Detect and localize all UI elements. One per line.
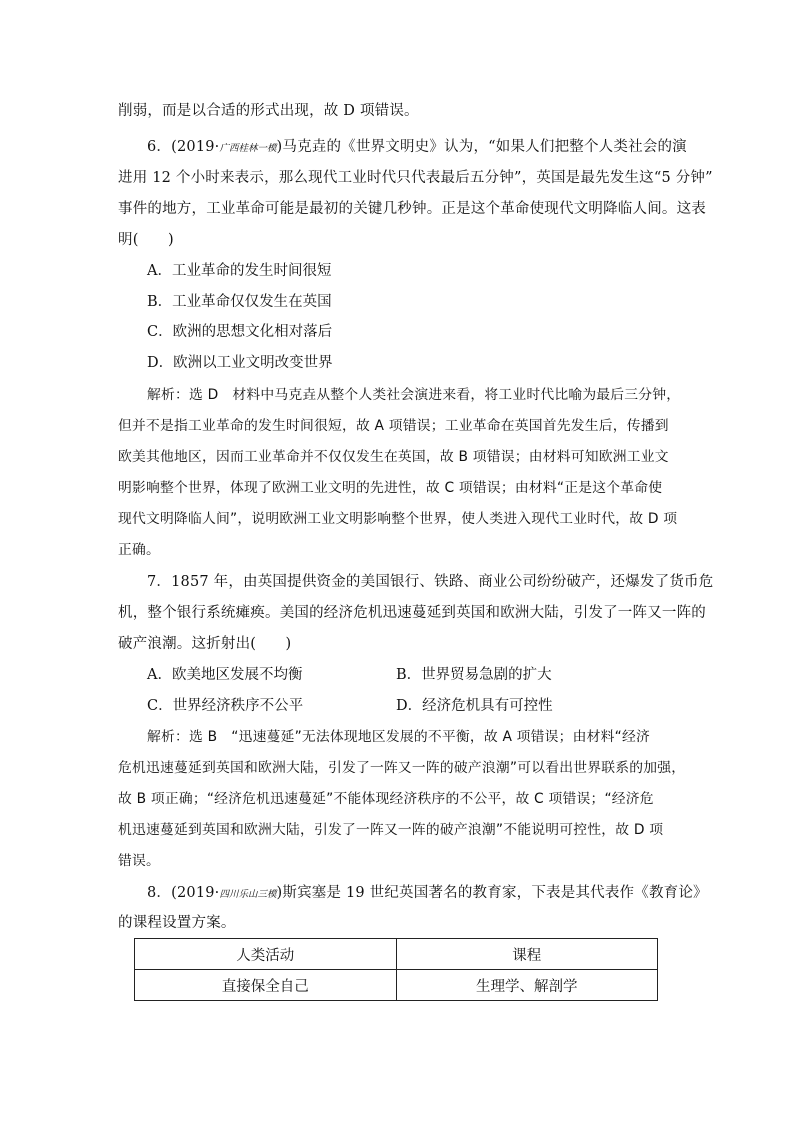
explanation-6-line-1: 解析：选 D 材料中马克垚从整个人类社会演进来看，将工业时代比喻为最后三分钟，	[147, 387, 681, 403]
question-6-option-c: C．欧洲的思想文化相对落后	[147, 324, 333, 340]
question-7-option-c: C．世界经济秩序不公平	[147, 698, 304, 714]
explanation-6-line-6: 正确。	[118, 542, 160, 558]
explanation-7-line-4: 机迅速蔓延到英国和欧洲大陆，引发了一阵又一阵的破产浪潮”不能说明可控性，故 D 项	[118, 822, 664, 838]
question-6-line-4: 明( )	[118, 232, 174, 248]
question-8-source: 四川乐山三模	[219, 889, 277, 900]
question-7-line-1: 7．1857 年，由英国提供资金的美国银行、铁路、商业公司纷纷破产，还爆发了货币危	[147, 574, 714, 590]
question-6-line-3: 事件的地方，工业革命可能是最初的关键几秒钟。正是这个革命使现代文明降临人间。这表	[118, 201, 706, 217]
question-7-option-a: A．欧美地区发展不均衡	[147, 667, 303, 683]
question-7-option-b: B．世界贸易急剧的扩大	[396, 667, 552, 683]
table-cell: 直接保全自己	[135, 970, 397, 1001]
explanation-7-line-5: 错误。	[118, 853, 160, 869]
question-6-stem: )马克垚的《世界文明史》认为，“如果人们把整个人类社会的演	[276, 139, 687, 155]
question-6-source: 广西桂林一模	[219, 143, 277, 154]
question-6-option-d: D．欧洲以工业文明改变世界	[147, 355, 333, 371]
question-8-line-1	[147, 883, 708, 905]
question-8-number: 8．(2019·	[147, 885, 220, 901]
table-header-row	[135, 939, 658, 970]
table-header-cell: 课程	[396, 939, 658, 970]
question-6-line-2: 进用 12 个小时来表示，那么现代工业时代只代表最后五分钟”，英国是最先发生这“5 分钟”	[118, 170, 713, 186]
explanation-7-line-1: 解析：选 B “迅速蔓延”无法体现地区发展的不平衡，故 A 项错误；由材料“经济	[147, 729, 651, 745]
text-line: 削弱，而是以合适的形式出现，故 D 项错误。	[118, 103, 419, 119]
explanation-6-line-4: 明影响整个世界，体现了欧洲工业文明的先进性，故 C 项错误；由材料“正是这个革命使	[118, 480, 663, 496]
question-8-stem: )斯宾塞是 19 世纪英国著名的教育家，下表是其代表作《教育论》	[276, 885, 708, 901]
explanation-6-line-2: 但并不是指工业革命的发生时间很短，故 A 项错误；工业革命在英国首先发生后，传播到	[118, 418, 669, 434]
explanation-6-line-3: 欧美其他地区，因而工业革命并不仅仅发生在英国，故 B 项错误；由材料可知欧洲工业文	[118, 449, 669, 465]
question-8-line-2: 的课程设置方案。	[118, 915, 236, 931]
question-6-option-b: B．工业革命仅仅发生在英国	[147, 294, 332, 310]
explanation-7-line-3: 故 B 项正确；“经济危机迅速蔓延”不能体现经济秩序的不公平，故 C 项错误；“经济危	[118, 791, 654, 807]
question-6-option-a: A．工业革命的发生时间很短	[147, 263, 332, 279]
curriculum-table	[134, 938, 658, 1001]
question-6-line-1	[147, 137, 687, 159]
explanation-7-line-2: 危机迅速蔓延到英国和欧洲大陆，引发了一阵又一阵的破产浪潮”可以看出世界联系的加强，	[118, 760, 686, 776]
explanation-6-line-5: 现代文明降临人间”，说明欧洲工业文明影响整个世界，使人类进入现代工业时代，故 D 项	[118, 511, 678, 527]
question-7-line-3: 破产浪潮。这折射出( )	[118, 636, 292, 652]
table-header-cell: 人类活动	[135, 939, 397, 970]
table-row	[135, 970, 658, 1001]
question-6-number: 6．(2019·	[147, 139, 220, 155]
question-7-line-2: 机，整个银行系统瘫痪。美国的经济危机迅速蔓延到英国和欧洲大陆，引发了一阵又一阵的	[118, 605, 706, 621]
table-cell: 生理学、解剖学	[396, 970, 658, 1001]
question-7-option-d: D．经济危机具有可控性	[396, 698, 553, 714]
